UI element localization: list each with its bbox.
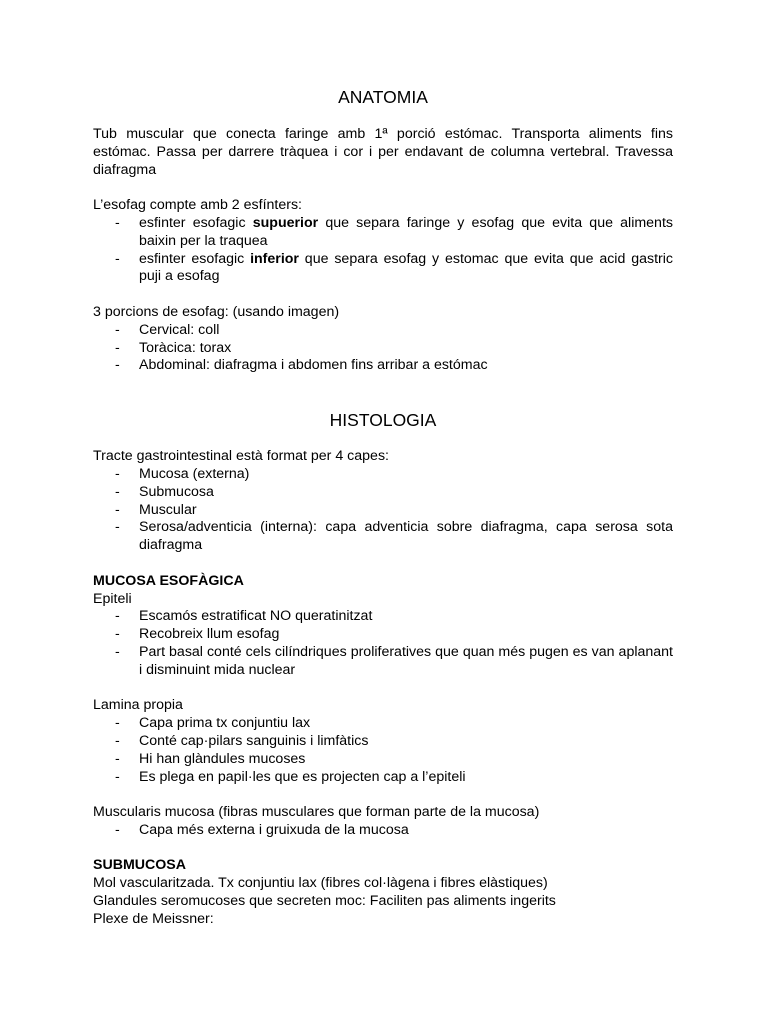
- list-item: - Hi han glàndules mucoses: [115, 750, 306, 767]
- esfinters-list: [93, 215, 673, 286]
- lamina-lead: Lamina propia: [93, 697, 183, 714]
- list-item: - Conté cap·pilars sanguinis i limfàtics: [115, 732, 369, 749]
- list-item: - Capa prima tx conjuntiu lax: [115, 715, 311, 732]
- list-item: - Es plega en papil·les que es projecten cap a l’epiteli: [115, 768, 466, 785]
- heading-histologia: HISTOLOGIA: [329, 410, 437, 431]
- list-item: - Escamós estratificat NO queratinitzat: [115, 608, 373, 625]
- bullet-dash: -: [115, 339, 120, 356]
- list-item: - Mucosa (externa): [115, 465, 250, 482]
- list-item: - Capa més externa i gruixuda de la mucosa: [115, 821, 409, 838]
- anatomia-intro-paragraph: Tub muscular que conecta faringe amb 1ª porció estómac. Transporta aliments fins estómac. Passa per darrere tràquea i cor i per endavant de columna vertebral. Travessa diafragma: [93, 126, 673, 178]
- bullet-dash: -: [115, 250, 120, 267]
- section-title-mucosa: MUCOSA ESOFÀGICA: [93, 572, 244, 589]
- capes-lead: Tracte gastrointestinal està format per 4 capes:: [93, 448, 389, 465]
- document-content: [93, 86, 673, 929]
- bold-term: inferior: [250, 250, 299, 267]
- esfinters-lead: L’esofag compte amb 2 esfínters:: [93, 197, 302, 214]
- bullet-dash: -: [115, 519, 120, 536]
- capes-list: [93, 466, 673, 555]
- bullet-dash: -: [115, 750, 120, 767]
- epiteli-lead: Epiteli: [93, 590, 132, 607]
- lamina-list: [93, 715, 673, 786]
- bold-term: supuerior: [252, 214, 319, 231]
- bullet-dash: -: [115, 821, 120, 838]
- list-item: - esfinter esofagic inferior que separa esofag y estomac que evita que acid gastric puji a esofag: [115, 250, 673, 285]
- bullet-dash: -: [115, 501, 120, 518]
- bullet-dash: -: [115, 626, 120, 643]
- bullet-dash: -: [115, 321, 120, 338]
- bullet-dash: -: [115, 643, 120, 660]
- bullet-dash: -: [115, 357, 120, 374]
- bullet-dash: -: [115, 214, 120, 231]
- bullet-dash: -: [115, 483, 120, 500]
- heading-anatomia: ANATOMIA: [338, 87, 428, 107]
- list-item: - Abdominal: diafragma i abdomen fins arribar a estómac: [115, 357, 488, 374]
- submucosa-line: Mol vascularitzada. Tx conjuntiu lax (fibres col·làgena i fibres elàstiques): [93, 875, 548, 892]
- porcions-list: [93, 322, 673, 375]
- list-item: - Serosa/adventicia (interna): capa adventicia sobre diafragma, capa serosa sota diafragma: [115, 519, 673, 554]
- list-item: - Muscular: [115, 501, 197, 518]
- bullet-dash: -: [115, 768, 120, 785]
- submucosa-line: Plexe de Meissner:: [93, 910, 214, 927]
- epiteli-list: [93, 608, 673, 679]
- bullet-dash: -: [115, 715, 120, 732]
- muscularis-lead: Muscularis mucosa (fibras musculares que forman parte de la mucosa): [93, 804, 540, 821]
- porcions-lead: 3 porcions de esofag: (usando imagen): [93, 303, 340, 320]
- list-item: - Toràcica: torax: [115, 339, 232, 356]
- list-item: - esfinter esofagic supuerior que separa faringe y esofag que evita que aliments baixin per la traquea: [115, 214, 673, 249]
- bullet-dash: -: [115, 732, 120, 749]
- list-item: - Part basal conté cels cilíndriques proliferatives que quan més pugen es van aplanant i disminuint mida nuclear: [115, 643, 673, 678]
- bullet-dash: -: [115, 608, 120, 625]
- list-item: - Cervical: coll: [115, 321, 220, 338]
- section-title-submucosa: SUBMUCOSA: [93, 857, 187, 874]
- submucosa-line: Glandules seromucoses que secreten moc: Faciliten pas aliments ingerits: [93, 893, 556, 910]
- bullet-dash: -: [115, 465, 120, 482]
- list-item: - Submucosa: [115, 483, 214, 500]
- list-item: - Recobreix llum esofag: [115, 626, 280, 643]
- muscularis-list: [93, 822, 673, 840]
